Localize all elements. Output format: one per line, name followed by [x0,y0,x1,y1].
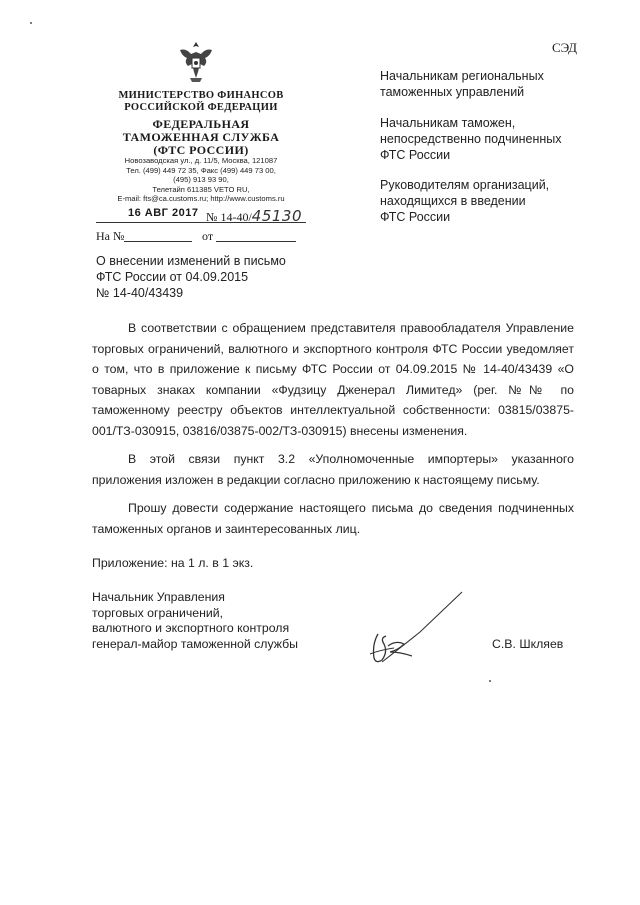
contact-line: E-mail: fts@ca.customs.ru; http://www.customs.ru [117,194,285,203]
service-name [96,118,306,157]
addressee-block [380,177,549,225]
addressee-line: находящихся в введении [380,194,526,208]
ref-number-blank [124,241,192,242]
subject-line: ФТС России от 04.09.2015 [96,270,249,284]
registration-date: 16 АВГ 2017 [128,207,199,219]
ministry-name [96,90,306,114]
document-mark: СЭД [552,40,578,55]
addressee-line: непосредственно подчиненных [380,132,562,146]
subject-line: О внесении изменений в письмо [96,254,286,268]
letter-body [92,318,574,547]
addressee-line: Начальникам региональных [380,69,544,83]
addressee-line: ФТС России [380,210,451,224]
subject-line: № 14-40/43439 [96,286,184,300]
contact-block [96,156,306,204]
ref-date-blank [216,241,296,242]
ministry-line: РОССИЙСКОЙ ФЕДЕРАЦИИ [124,102,278,113]
body-paragraph: В этой связи пункт 3.2 «Уполномоченные импортеры» указанного приложения изложен в редакции согласно приложению к настоящему письму. [92,452,574,487]
contact-line: Новозаводская ул., д. 11/5, Москва, 121087 [124,156,278,165]
signer-title-line: торговых ограничений, [92,605,224,620]
service-line: ФЕДЕРАЛЬНАЯ [152,117,250,131]
scan-speck [489,680,491,682]
service-line: ТАМОЖЕННАЯ СЛУЖБА [122,130,280,144]
signer-title-line: Начальник Управления [92,590,225,604]
contact-line: (495) 913 93 90, [173,175,229,184]
contact-line: Тел. (499) 449 72 35, Факс (499) 449 73 00, [126,165,276,175]
coat-of-arms-emblem [172,38,220,86]
ministry-line: МИНИСТЕРСТВО ФИНАНСОВ [118,90,284,101]
body-paragraph: Прошу довести содержание настоящего письма до сведения подчиненных таможенных органов и заинтересованных лиц. [92,501,574,536]
addressee-line: Начальникам таможен, [380,116,516,130]
signer-title [92,590,298,652]
letter-subject [96,253,286,301]
signer-name: С.В. Шкляев [492,637,564,651]
addressee-line: Руководителям организаций, [380,178,550,192]
addressee-line: ФТС России [380,148,451,162]
scan-speck [30,22,32,24]
body-paragraph: В соответствии с обращением представителя правообладателя Управление торговых ограничений, валютного и экспортного контроля ФТС России уведомляет о том, что в приложение к письму ФТС России от 04.09.2015 № 14-40/43439 «О товарных знаках компании «Фудзицу Дженерал Лимитед» (рег. №№ по таможенному реестру объектов интеллектуальной собственности: 03815/03875-001/ТЗ-030915, 03816/03875-002/ТЗ-030915) внесены изменения. [92,321,574,438]
reference-line [96,229,124,244]
addressee-block [380,68,544,100]
number-prefix: № 14-40/ [206,210,252,224]
signer-title-line: генерал-майор таможенной службы [92,636,299,651]
handwritten-number: 45130 [251,207,302,225]
addressee-line: таможенных управлений [380,85,525,99]
ref-from-label: от [202,229,214,243]
attachment-note: Приложение: на 1 л. в 1 экз. [92,556,254,570]
signer-title-line: валютного и экспортного контроля [92,621,290,635]
ref-label: На № [96,229,125,243]
contact-line: Телетайп 611385 VETO RU, [152,184,250,194]
addressee-block [380,115,562,163]
date-underline [96,222,306,223]
service-line: (ФТС РОССИИ) [153,143,249,157]
handwritten-signature [360,588,470,668]
